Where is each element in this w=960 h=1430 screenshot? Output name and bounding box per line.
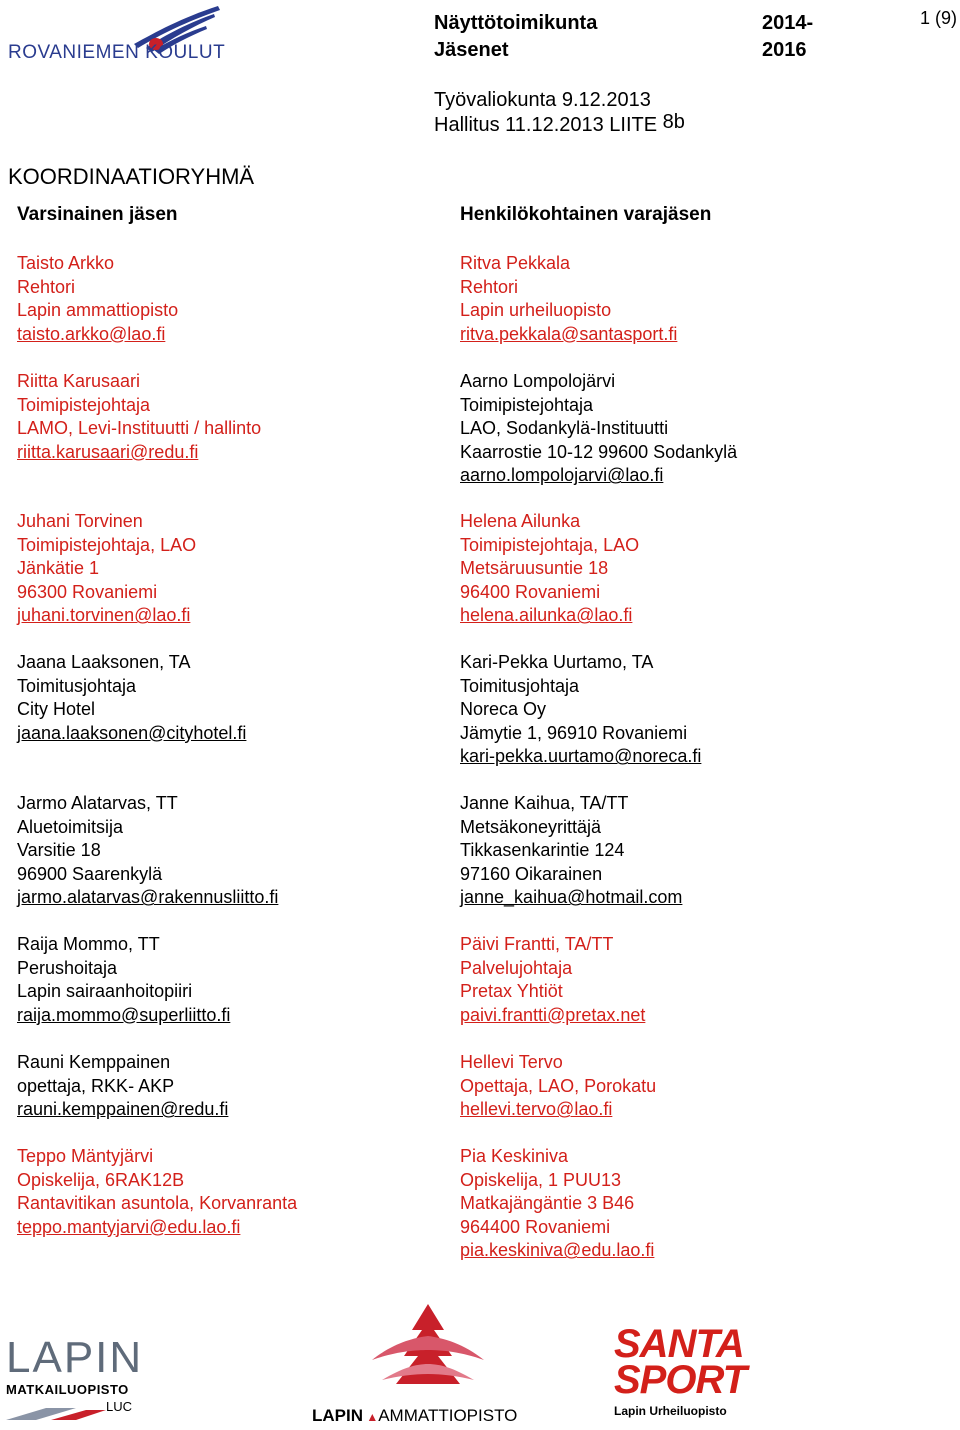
email-link[interactable]: jaana.laaksonen@cityhotel.fi	[17, 722, 247, 743]
member-detail: Matkajängäntie 3 B46	[460, 1193, 635, 1214]
member-detail: Rantavitikan asuntola, Korvanranta	[17, 1193, 298, 1214]
section-title: KOORDINAATIORYHMÄ	[8, 164, 255, 189]
left-column-heading: Varsinainen jäsen	[17, 204, 178, 225]
header-title-line1: Näyttötoimikunta	[434, 12, 598, 34]
member-detail: Palvelujohtaja	[460, 957, 573, 978]
right-member-entry	[460, 651, 701, 769]
member-detail: Varsitie 18	[17, 840, 101, 861]
left-member-entry	[17, 510, 196, 628]
member-detail: 96900 Saarenkylä	[17, 863, 163, 884]
email-link[interactable]: helena.ailunka@lao.fi	[460, 605, 633, 626]
email-link[interactable]: rauni.kemppainen@redu.fi	[17, 1099, 229, 1120]
logo2-tree-icon	[312, 1300, 544, 1398]
logo2-text-a: LAPIN	[312, 1406, 363, 1425]
member-detail: Opettaja, LAO, Porokatu	[460, 1075, 657, 1096]
left-member-entry	[17, 1145, 297, 1239]
member-detail: Metsäkoneyrittäjä	[460, 816, 602, 837]
member-detail: Lapin ammattiopisto	[17, 300, 179, 321]
meta-line2-suffix: 8b	[662, 111, 685, 133]
rovaniemen-koulut-logo	[6, 4, 246, 68]
member-name: Helena Ailunka	[460, 511, 581, 531]
left-member-entry	[17, 1051, 228, 1122]
logo1-line1: LAPIN	[6, 1333, 144, 1382]
logo2-text: LAPIN ▲AMMATTIOPISTO	[312, 1406, 518, 1425]
email-link[interactable]: taisto.arkko@lao.fi	[17, 323, 166, 344]
header-title	[434, 10, 597, 64]
member-name: Kari-Pekka Uurtamo, TA	[460, 652, 654, 672]
right-member-entry	[460, 510, 639, 628]
member-detail: Metsäruusuntie 18	[460, 558, 609, 579]
lapin-matkailuopisto-logo	[6, 1333, 146, 1422]
logo3-line2: SPORT	[614, 1358, 747, 1402]
email-link[interactable]: kari-pekka.uurtamo@noreca.fi	[460, 746, 702, 767]
header-title-line2: Jäsenet	[434, 39, 509, 61]
svg-text:ROVANIEMEN KOULUT: ROVANIEMEN KOULUT	[8, 42, 226, 63]
member-detail: LAO, Sodankylä-Instituutti	[460, 418, 669, 439]
member-detail: Lapin sairaanhoitopiiri	[17, 981, 193, 1002]
member-name: Hellevi Tervo	[460, 1052, 563, 1072]
member-detail: Toimipistejohtaja, LAO	[17, 534, 197, 555]
member-detail: Toimitusjohtaja	[460, 675, 580, 696]
email-link[interactable]: teppo.mantyjarvi@edu.lao.fi	[17, 1216, 241, 1237]
header-years-line1: 2014-	[762, 12, 814, 34]
member-name: Raija Mommo, TT	[17, 934, 160, 954]
meta-line2-prefix: Hallitus 11.12.2013 LIITE	[434, 114, 658, 136]
member-detail: Pretax Yhtiöt	[460, 981, 563, 1002]
meeting-meta	[434, 88, 685, 138]
right-member-entry	[460, 792, 682, 910]
member-detail: Lapin urheiluopisto	[460, 300, 612, 321]
right-member-entry	[460, 1145, 654, 1263]
member-detail: LAMO, Levi-Instituutti / hallinto	[17, 418, 262, 439]
member-detail: City Hotel	[17, 699, 96, 720]
member-detail: Rehtori	[460, 276, 519, 297]
member-name: Jaana Laaksonen, TA	[17, 652, 191, 672]
right-column-heading: Henkilökohtainen varajäsen	[460, 204, 712, 225]
logo1-line2: MATKAILUOPISTO	[6, 1382, 129, 1397]
member-detail: Toimipistejohtaja, LAO	[460, 534, 640, 555]
email-link[interactable]: janne_kaihua@hotmail.com	[460, 887, 683, 908]
header-years-line2: 2016	[762, 39, 807, 61]
member-name: Juhani Torvinen	[17, 511, 143, 531]
logo1-line3: LUC	[106, 1399, 133, 1414]
email-link[interactable]: paivi.frantti@pretax.net	[460, 1004, 646, 1025]
member-detail: Kaarrostie 10-12 99600 Sodankylä	[460, 441, 738, 462]
left-member-entry	[17, 252, 178, 346]
email-link[interactable]: aarno.lompolojarvi@lao.fi	[460, 465, 664, 486]
member-name: Janne Kaihua, TA/TT	[460, 793, 629, 813]
logo3-line1: SANTA	[614, 1322, 744, 1366]
member-detail: Toimitusjohtaja	[17, 675, 137, 696]
logo2-text-b: AMMATTIOPISTO	[378, 1406, 518, 1425]
member-name: Aarno Lompolojärvi	[460, 371, 616, 391]
member-name: Teppo Mäntyjärvi	[17, 1146, 154, 1166]
member-detail: Opiskelija, 1 PUU13	[460, 1169, 622, 1190]
header-years	[762, 10, 813, 64]
member-detail: Aluetoimitsija	[17, 816, 124, 837]
page-number: 1 (9)	[920, 8, 958, 28]
member-name: Taisto Arkko	[17, 253, 115, 273]
santa-sport-logo	[614, 1322, 747, 1422]
meta-line1: Työvaliokunta 9.12.2013	[434, 89, 651, 111]
member-detail: Toimipistejohtaja	[17, 394, 151, 415]
email-link[interactable]: juhani.torvinen@lao.fi	[17, 605, 191, 626]
member-detail: 96300 Rovaniemi	[17, 581, 158, 602]
member-detail: 96400 Rovaniemi	[460, 581, 601, 602]
left-member-entry	[17, 370, 261, 464]
member-name: Päivi Frantti, TA/TT	[460, 934, 614, 954]
email-link[interactable]: ritva.pekkala@santasport.fi	[460, 323, 678, 344]
email-link[interactable]: jarmo.alatarvas@rakennusliitto.fi	[17, 887, 279, 908]
right-member-entry	[460, 1051, 656, 1122]
member-detail: 964400 Rovaniemi	[460, 1216, 611, 1237]
left-member-entry	[17, 933, 230, 1027]
member-detail: 97160 Oikarainen	[460, 863, 603, 884]
logo3-line3: Lapin Urheiluopisto	[614, 1404, 727, 1418]
member-detail: opettaja, RKK- AKP	[17, 1075, 175, 1096]
member-detail: Jänkätie 1	[17, 558, 100, 579]
right-member-entry	[460, 252, 677, 346]
member-detail: Jämytie 1, 96910 Rovaniemi	[460, 722, 688, 743]
member-detail: Tikkasenkarintie 124	[460, 840, 625, 861]
email-link[interactable]: pia.keskiniva@edu.lao.fi	[460, 1240, 655, 1261]
email-link[interactable]: hellevi.tervo@lao.fi	[460, 1099, 613, 1120]
member-name: Rauni Kemppainen	[17, 1052, 171, 1072]
member-detail: Opiskelija, 6RAK12B	[17, 1169, 185, 1190]
member-detail: Toimipistejohtaja	[460, 394, 594, 415]
member-name: Ritva Pekkala	[460, 253, 571, 273]
member-detail: Noreca Oy	[460, 699, 547, 720]
left-member-entry	[17, 792, 278, 910]
left-member-entry	[17, 651, 246, 745]
member-detail: Perushoitaja	[17, 957, 118, 978]
member-name: Jarmo Alatarvas, TT	[17, 793, 178, 813]
right-member-entry	[460, 933, 645, 1027]
member-name: Pia Keskiniva	[460, 1146, 569, 1166]
email-link[interactable]: riitta.karusaari@redu.fi	[17, 441, 199, 462]
meta-line2	[434, 113, 685, 138]
right-member-entry	[460, 370, 737, 488]
lapin-ammattiopisto-logo	[312, 1300, 544, 1430]
logo-swoosh-icon	[6, 4, 246, 68]
logo1-stripe-icon	[6, 1406, 106, 1420]
email-link[interactable]: raija.mommo@superliitto.fi	[17, 1004, 231, 1025]
member-detail: Rehtori	[17, 276, 76, 297]
member-name: Riitta Karusaari	[17, 371, 141, 391]
